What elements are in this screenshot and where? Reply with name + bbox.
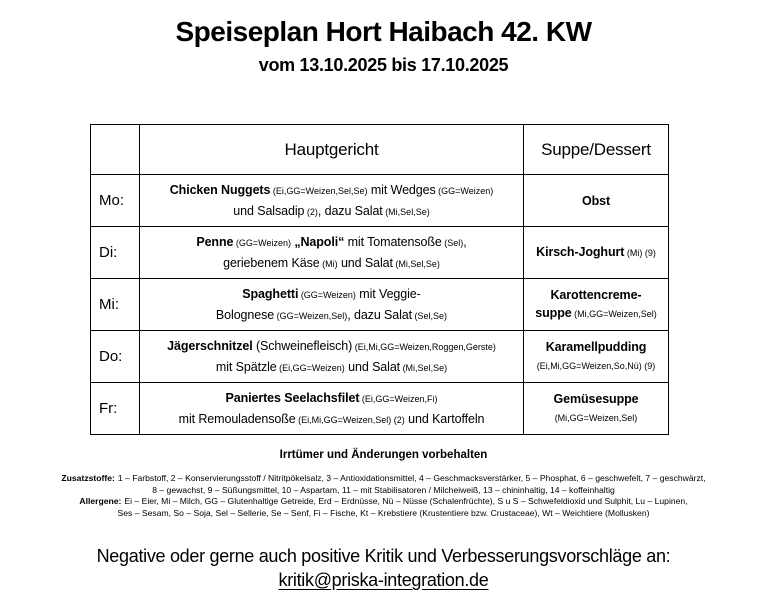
dish-name: Chicken Nuggets	[169, 182, 271, 197]
dish-line	[144, 357, 519, 378]
dish-name: suppe	[535, 306, 572, 320]
dish-name: Spaghetti	[242, 286, 299, 301]
dish-text: ,	[463, 234, 467, 249]
dish-text: mit Spätzle	[215, 359, 277, 374]
dish-text: und Salsadip	[233, 203, 305, 218]
allergen-code: (GG=Weizen)	[298, 289, 356, 300]
allergen-code: (Mi,GG=Weizen,Sel)	[571, 309, 657, 319]
side-dish-cell	[524, 175, 669, 227]
main-dish-cell	[140, 383, 524, 435]
day-label: Do:	[91, 331, 140, 383]
allergen-code: (Mi,GG=Weizen,Sel)	[554, 413, 638, 423]
additives-label: Zusatzstoffe:	[61, 473, 115, 483]
dish-line	[528, 304, 664, 323]
dish-line	[144, 284, 519, 305]
allergen-code: (Ei,Mi,GG=Weizen,Roggen,Gerste)	[352, 341, 496, 352]
allergens-text-1: Ei – Eier, Mi – Milch, GG – Glutenhaltige Getreide, Erd – Erdnüsse, Nü – Nüsse (Schalenfrüchte), S u S – Schwefeldioxid und Sulphit, Lu – Lupinen,	[124, 496, 688, 507]
dish-line	[528, 356, 664, 375]
header-day-column	[91, 125, 140, 175]
table-row	[91, 227, 669, 279]
page-subtitle: vom 13.10.2025 bis 17.10.2025	[258, 55, 509, 75]
allergen-code: (Mi,Sel,Se)	[382, 206, 430, 217]
dish-line	[144, 336, 519, 357]
dish-line	[528, 192, 664, 210]
header-hauptgericht: Hauptgericht	[140, 125, 524, 175]
allergen-code: (GG=Weizen)	[435, 185, 494, 196]
dish-name: Paniertes Seelachsfilet	[225, 390, 360, 405]
main-dish-cell	[140, 175, 524, 227]
dish-line	[528, 286, 664, 304]
dish-line	[528, 390, 664, 408]
dish-name: Gemüsesuppe	[553, 392, 639, 406]
dish-line	[528, 243, 664, 262]
allergens-line-2: Ses – Sesam, So – Soja, Sel – Sellerie, Se – Senf, Fi – Fische, Kt – Krebstiere (Krustentiere bzw. Crustaceae), Wt – Weichtiere (Mollusken)	[117, 508, 650, 519]
allergen-code: (Mi,Sel,Se)	[392, 258, 440, 269]
main-dish-cell	[140, 331, 524, 383]
allergen-code: (GG=Weizen,Sel)	[274, 310, 348, 321]
allergen-code: (Sel,Se)	[412, 310, 448, 321]
dish-name: Karamellpudding	[545, 340, 647, 354]
dish-text: , dazu Salat	[347, 307, 413, 322]
main-dish-cell	[140, 279, 524, 331]
dish-text: und Salat	[344, 359, 401, 374]
dish-line	[144, 305, 519, 326]
additives-line-2: 8 – gewachst, 9 – Süßungsmittel, 10 – Aspartam, 11 – mit Stabilisatoren / Milcheiweiß, 13 – chininhaltig, 14 – koffeinhaltig	[152, 484, 615, 495]
dish-name: Kirsch-Joghurt	[536, 245, 625, 259]
allergen-code: (Ei,Mi,GG=Weizen,Sel) (2)	[295, 414, 405, 425]
allergen-code: (Ei,GG=Weizen,Sel,Se)	[270, 185, 368, 196]
dish-line	[144, 232, 519, 253]
dish-text: Bolognese	[215, 307, 275, 322]
dish-line	[144, 409, 519, 430]
day-label: Fr:	[91, 383, 140, 435]
dish-line	[144, 201, 519, 222]
header-suppe-dessert: Suppe/Dessert	[524, 125, 669, 175]
disclaimer-note: Irrtümer und Änderungen vorbehalten	[279, 449, 488, 461]
dish-line	[528, 408, 664, 427]
side-dish-cell	[524, 383, 669, 435]
dish-line	[144, 180, 519, 201]
allergen-code: (Ei,Mi,GG=Weizen,So,Nü) (9)	[536, 361, 656, 371]
email-link[interactable]: kritik@priska-integration.de	[278, 570, 489, 590]
allergens-line-1	[0, 496, 767, 508]
allergen-code: (Mi,Sel,Se)	[400, 362, 448, 373]
allergen-code: (Mi) (9)	[624, 248, 656, 258]
main-dish-cell	[140, 227, 524, 279]
dish-text: mit Tomatensoße	[344, 234, 442, 249]
side-dish-cell	[524, 331, 669, 383]
dish-text: (Schweinefleisch)	[252, 338, 353, 353]
day-label: Di:	[91, 227, 140, 279]
dish-text: , dazu Salat	[317, 203, 383, 218]
dish-line	[144, 388, 519, 409]
day-label: Mi:	[91, 279, 140, 331]
dish-line	[144, 253, 519, 274]
dish-text: und Kartoffeln	[404, 411, 485, 426]
dish-line	[528, 338, 664, 356]
dish-name: Karottencreme-	[550, 288, 642, 302]
allergens-label: Allergene:	[79, 496, 122, 507]
dish-name: Obst	[581, 193, 611, 208]
dish-text: und Salat	[337, 255, 393, 270]
table-row	[91, 331, 669, 383]
dish-name: Penne	[196, 234, 234, 249]
dish-name: Jägerschnitzel	[167, 338, 253, 353]
table-header-row	[91, 125, 669, 175]
allergen-code: (Ei,GG=Weizen,Fi)	[359, 393, 438, 404]
allergen-code: (Mi)	[319, 258, 338, 269]
additives-line-1	[0, 473, 767, 485]
table-row	[91, 279, 669, 331]
dish-text: geriebenem Käse	[223, 255, 320, 270]
table-row	[91, 383, 669, 435]
menu-table	[90, 124, 669, 435]
side-dish-cell	[524, 279, 669, 331]
feedback-text: Negative oder gerne auch positive Kritik und Verbesserungsvorschläge an:	[96, 546, 671, 566]
allergen-code: (Sel)	[441, 237, 464, 248]
page-title: Speiseplan Hort Haibach 42. KW	[175, 16, 592, 47]
day-label: Mo:	[91, 175, 140, 227]
dish-text: mit Remouladensoße	[178, 411, 296, 426]
additives-text-1: 1 – Farbstoff, 2 – Konservierungsstoff / Nitritpökelsalz, 3 – Antioxidationsmittel, 4 – Geschmacksverstärker, 5 – Phosphat, 6 – geschwefelt, 7 – geschwärzt,	[117, 473, 706, 483]
allergen-code: (GG=Weizen)	[233, 237, 291, 248]
allergen-code: (2)	[304, 206, 318, 217]
dish-text: mit Veggie-	[355, 286, 421, 301]
dish-name: „Napoli“	[290, 234, 345, 249]
menu-table-body	[91, 175, 669, 435]
fineprint-block	[0, 473, 767, 520]
table-row	[91, 175, 669, 227]
side-dish-cell	[524, 227, 669, 279]
feedback-email-row	[0, 570, 767, 591]
allergen-code: (Ei,GG=Weizen)	[276, 362, 345, 373]
dish-text: mit Wedges	[367, 182, 436, 197]
